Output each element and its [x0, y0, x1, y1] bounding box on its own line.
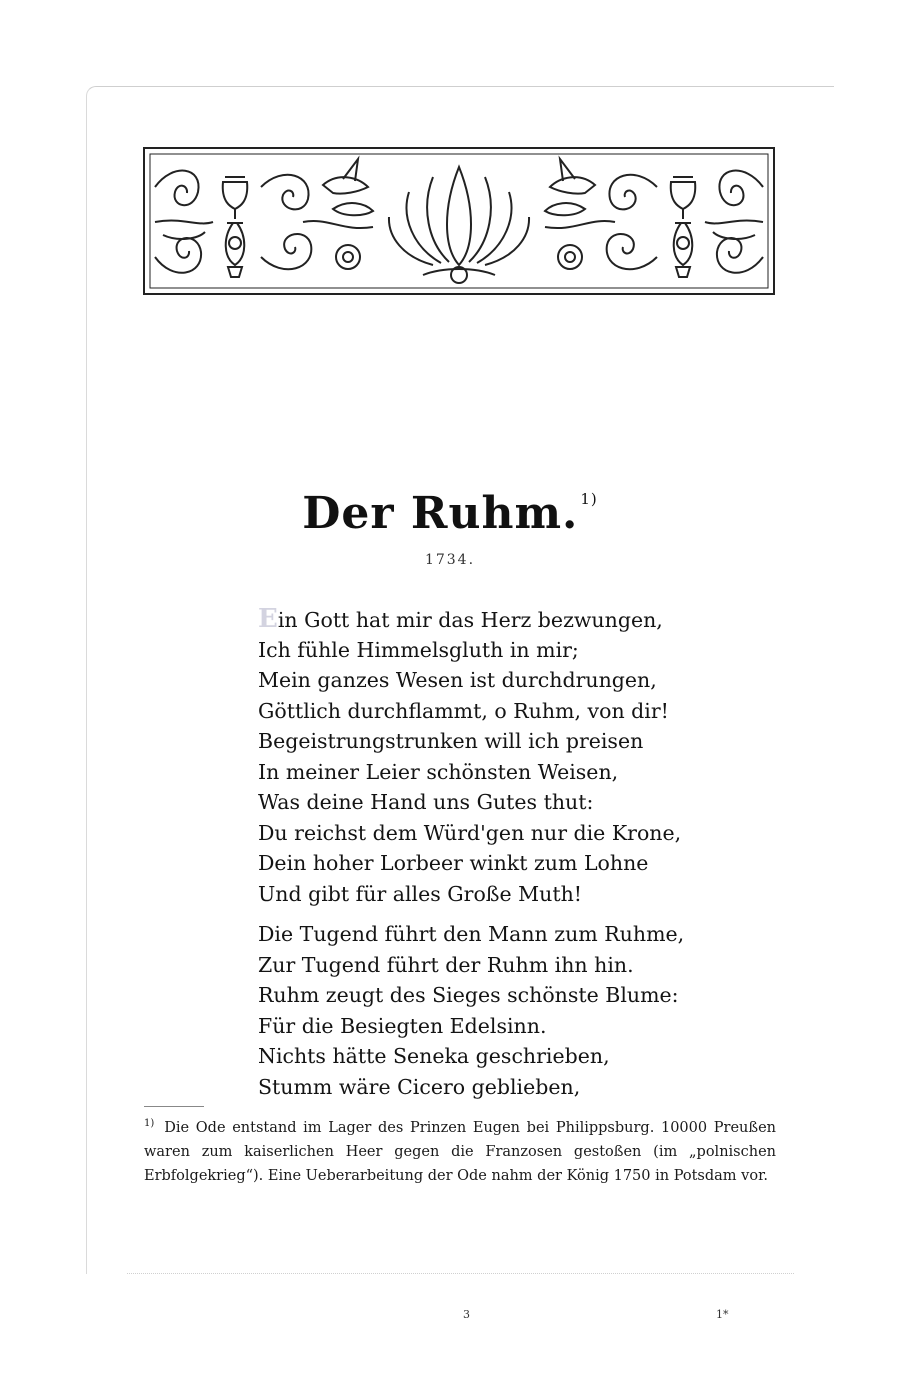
verse-line: Und gibt für alles Große Muth! [258, 881, 583, 906]
stanza-2 [258, 919, 684, 1102]
verse-line: Begeistrungstrunken will ich preisen [258, 729, 644, 753]
verse-line: Für die Besiegten Edelsinn. [258, 1013, 547, 1038]
scroll-left-inner [261, 175, 373, 269]
verse-line: Was deine Hand uns Gutes thut: [258, 790, 594, 814]
stanza-1 [258, 604, 681, 909]
footnote [144, 1112, 776, 1188]
verse-line: In meiner Leier schönsten Weisen, [258, 759, 619, 784]
urn-right-icon [671, 177, 696, 277]
verse-line: Du reichst dem Würd'gen nur die Krone, [258, 820, 682, 845]
scroll-right-outer [705, 171, 763, 273]
scroll-left-outer [155, 171, 213, 273]
verse-line: Ruhm zeugt des Sieges schönste Blume: [258, 983, 679, 1007]
verse-line: Ich fühle Himmelsgluth in mir; [258, 637, 579, 662]
verse-line: Göttlich durchflammt, o Ruhm, von dir! [258, 698, 669, 723]
title-footnote-marker: 1) [580, 490, 598, 508]
verse-line [258, 604, 681, 635]
verse-line: Stumm wäre Cicero geblieben, [258, 1074, 581, 1099]
poem-title-text: Der Ruhm. [302, 488, 579, 539]
verse-line: Mein ganzes Wesen ist durchdrungen, [258, 668, 657, 692]
verse-line: Die Tugend führt den Mann zum Ruhme, [258, 922, 685, 946]
palmette-center-icon [389, 167, 529, 283]
poem-title [0, 488, 900, 539]
drop-cap-letter: E [258, 604, 278, 634]
scroll-right-inner [545, 175, 657, 269]
bird-left-icon [323, 159, 373, 215]
footnote-text: Die Ode entstand im Lager des Prinzen Eugen bei Philippsburg. 10000 Preußen waren zum kaiserlichen Heer gegen die Franzosen gestoßen (im „polnischen Erbfolgekrieg“). Eine Ueberarbeitung der Ode nahm der König 1750 in Potsdam vor. [144, 1119, 776, 1184]
verse-line-rest: in Gott hat mir das Herz bezwungen, [277, 608, 663, 632]
footnote-separator [144, 1106, 204, 1107]
urn-left-icon [223, 177, 248, 277]
verse-line: Nichts hätte Seneka geschrieben, [258, 1044, 610, 1068]
page-number: 3 [463, 1308, 470, 1321]
sheet-signature: 1* [716, 1308, 729, 1321]
verse-line: Zur Tugend führt der Ruhm ihn hin. [258, 952, 634, 977]
footnote-marker: 1) [144, 1118, 155, 1129]
bird-right-icon [545, 159, 595, 215]
verse-line: Dein hoher Lorbeer winkt zum Lohne [258, 851, 649, 875]
poem-year: 1734. [424, 552, 476, 568]
ornamental-header-band [143, 147, 775, 295]
